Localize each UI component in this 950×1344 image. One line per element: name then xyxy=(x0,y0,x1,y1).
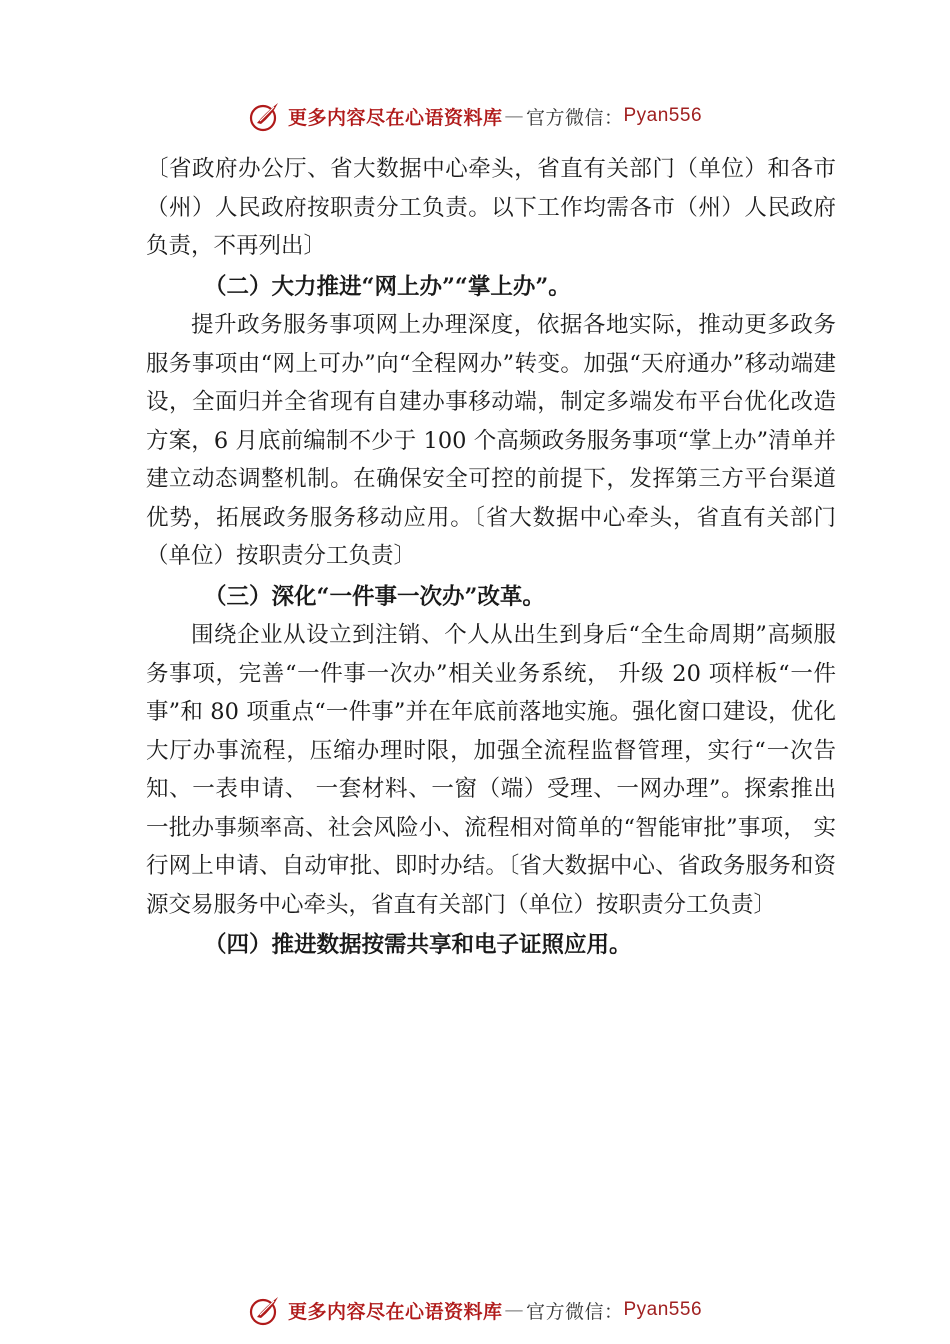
banner-separator: — xyxy=(504,105,524,127)
banner-separator: — xyxy=(504,1299,524,1321)
banner-title: 更多内容尽在心语资料库 xyxy=(287,1300,503,1323)
paragraph-lead-responsibility: 〔省政府办公厅、省大数据中心牵头，省直有关部门（单位）和各市（州）人民政府按职责分工负责。以下工作均需各市（州）人民政府负责，不再列出〕 xyxy=(146,156,836,259)
section-heading-2: （二）大力推进“网上办”“掌上办”。 xyxy=(204,273,571,300)
banner-label: 官方微信： xyxy=(525,106,624,129)
footer-banner xyxy=(0,1290,950,1330)
banner-title: 更多内容尽在心语资料库 xyxy=(287,106,503,129)
header-banner xyxy=(0,96,950,136)
section-heading-4: （四）推进数据按需共享和电子证照应用。 xyxy=(204,932,632,958)
paragraph-section-2: 提升政务服务事项网上办理深度，依据各地实际，推动更多政务服务事项由“网上可办”向“全程网办”转变。加强“天府通办”移动端建设，全面归并全省现有自建办事移动端，制定多端发布平台优化改造方案，6 月底前编制不少于 100 个高频政务服务事项“掌上办”清单并建立动态调整机制。在确保安全可控的前提下，发挥第三方平台渠道优势，拓展政务服务移动应用。〔省大数据中心牵头，省直有关部门（单位）按职责分工负责〕 xyxy=(146,312,836,569)
section-heading-3: （三）深化“一件事一次办”改革。 xyxy=(204,583,545,610)
banner-label: 官方微信： xyxy=(525,1300,624,1323)
document-body xyxy=(146,150,836,965)
feather-pen-logo-icon xyxy=(248,1293,282,1327)
banner-wechat-id: Pyan556 xyxy=(623,1299,703,1320)
feather-pen-logo-icon xyxy=(248,99,282,133)
banner-wechat-id: Pyan556 xyxy=(623,105,703,126)
paragraph-section-3: 围绕企业从设立到注销、个人从出生到身后“全生命周期”高频服务事项，完善“一件事一次办”相关业务系统， 升级 20 项样板“一件事”和 80 项重点“一件事”并在年底前落地实施。强化窗口建设，优化大厅办事流程，压缩办理时限，加强全流程监督管理，实行“一次告知、一表申请、 一套材料、一窗（端）受理、一网办理”。探索推出一批办事频率高、社会风险小、流程相对简单的“智能审批”事项， 实行网上申请、自动审批、即时办结。〔省大数据中心、省政务服务和资源交易服务中心牵头，省直有关部门（单位）按职责分工负责〕 xyxy=(146,622,836,918)
